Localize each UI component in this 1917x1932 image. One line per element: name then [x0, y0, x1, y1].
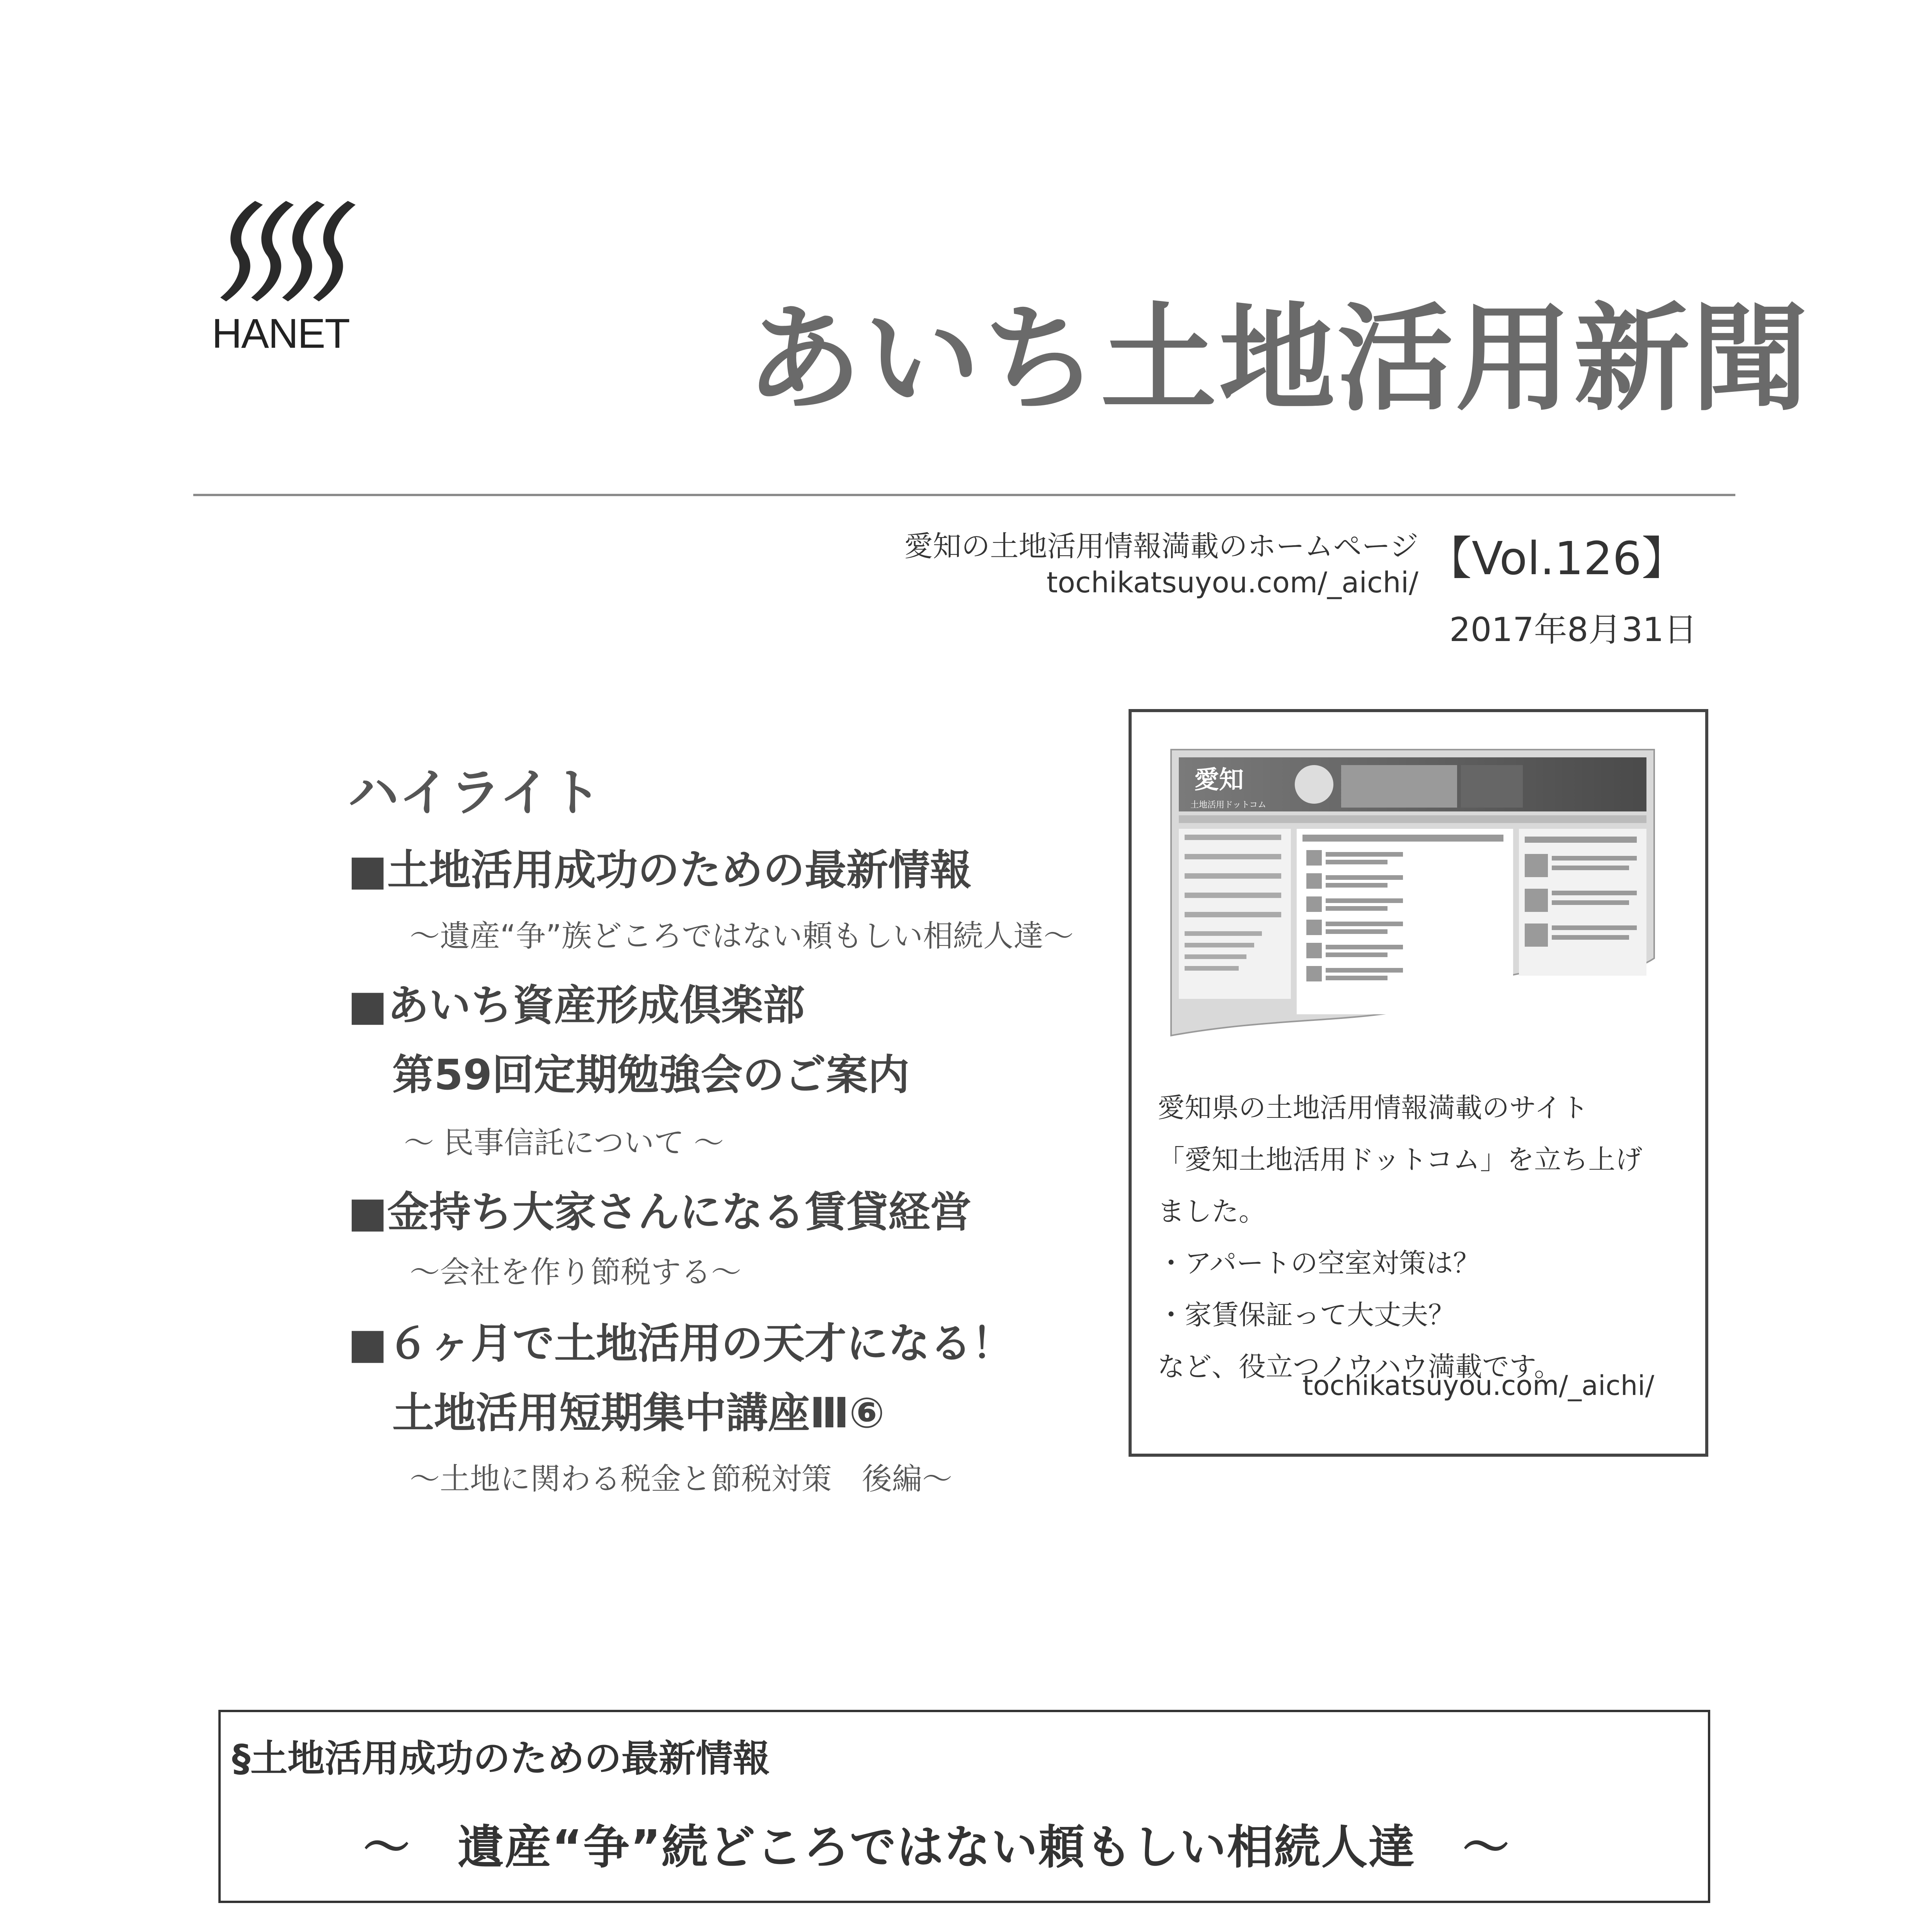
- highlight-item-2: ■あいち資産形成倶楽部: [348, 981, 805, 1030]
- highlight-item-1: ■土地活用成功のための最新情報: [348, 846, 972, 895]
- highlight-item-2-line2: 第59回定期勉強会のご案内: [392, 1051, 910, 1099]
- highlight-sub-1: ～遺産“争”族どころではない頼もしい相続人達～: [410, 919, 1074, 954]
- highlights-heading: ハイライト: [348, 763, 602, 823]
- volume-number: 【Vol.126】: [1426, 532, 1687, 585]
- highlight-item-4-line2: 土地活用短期集中講座Ⅲ⑥: [392, 1389, 885, 1437]
- screenshot-subtitle: 土地活用ドットコム: [1190, 800, 1267, 810]
- site-promo-line: ました。: [1158, 1196, 1266, 1227]
- highlight-item-3: ■金持ち大家さんになる賃貸経営: [348, 1188, 972, 1236]
- site-promo-line: 愛知県の土地活用情報満載のサイト: [1158, 1092, 1589, 1124]
- logo-text: HANET: [212, 310, 350, 357]
- header-divider: [193, 494, 1735, 496]
- newspaper-title: あいち土地活用新聞: [746, 292, 1810, 427]
- website-screenshot: [1163, 742, 1662, 1043]
- screenshot-logo: 愛知: [1194, 766, 1244, 794]
- homepage-label: 愛知の土地活用情報満載のホームページ: [904, 530, 1418, 563]
- site-promo-text: [1158, 1082, 1699, 1393]
- homepage-url[interactable]: tochikatsuyou.com/_aichi/: [1046, 566, 1418, 599]
- highlight-sub-2: ～ 民事信託について ～: [404, 1126, 724, 1160]
- highlight-item-4: ■６ヶ月で土地活用の天才になる！: [348, 1320, 1014, 1368]
- site-promo-url[interactable]: tochikatsuyou.com/_aichi/: [1302, 1370, 1655, 1401]
- site-promo-line: など、役立つノウハウ満載です。: [1158, 1351, 1561, 1383]
- issue-date: 2017年8月31日: [1449, 611, 1697, 649]
- site-promo-line: ・アパートの空室対策は？: [1158, 1247, 1480, 1279]
- article-section: §土地活用成功のための最新情報: [232, 1737, 770, 1780]
- article-title: ～ 遺産“争”続どころではない頼もしい相続人達 ～: [363, 1821, 1510, 1874]
- site-promo-line: 「愛知土地活用ドットコム」を立ち上げ: [1158, 1144, 1643, 1175]
- site-promo-line: ・家賃保証って大丈夫？: [1158, 1299, 1455, 1331]
- highlight-sub-4: ～土地に関わる税金と節税対策 後編～: [410, 1462, 953, 1497]
- highlight-sub-3: ～会社を作り節税する～: [410, 1255, 742, 1290]
